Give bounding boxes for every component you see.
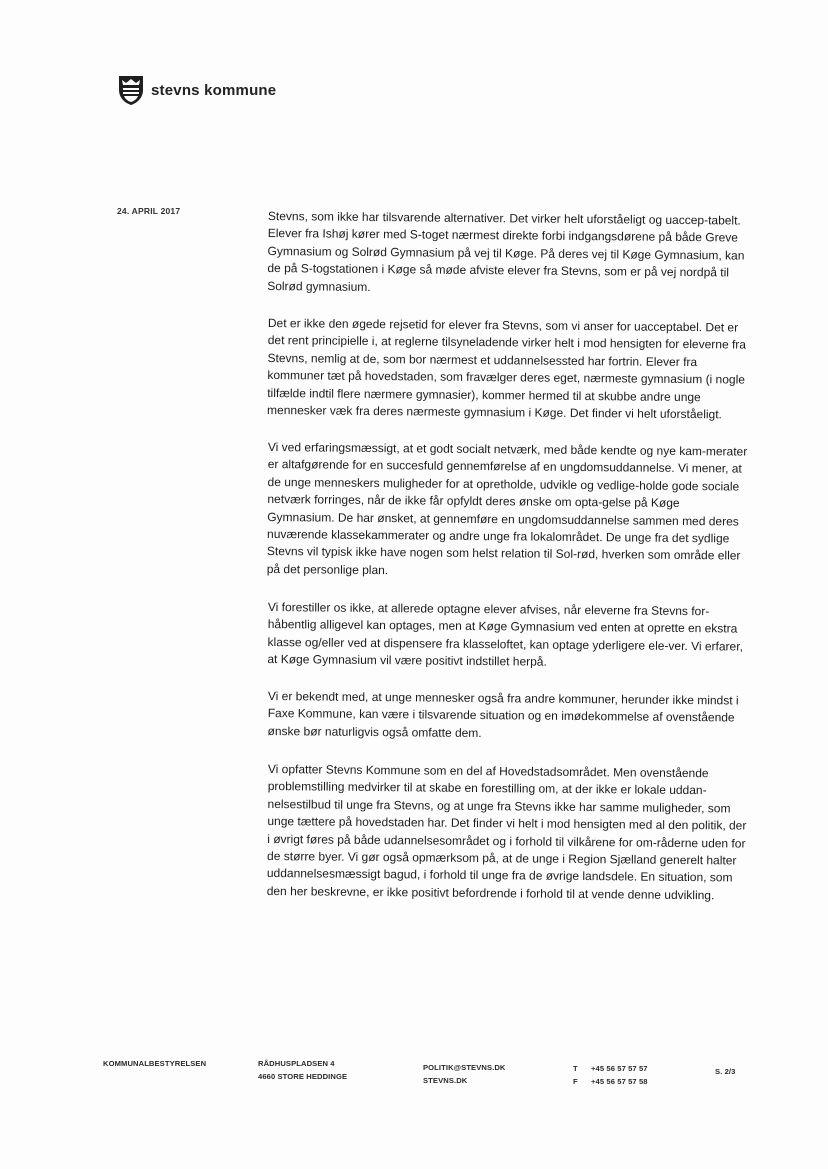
email-link[interactable]: POLITIK@STEVNS.DK <box>423 1063 506 1072</box>
municipality-logo <box>117 74 276 106</box>
page-number: S. 2/3 <box>715 1067 736 1076</box>
address-city: 4660 STORE HEDDINGE <box>258 1072 348 1081</box>
paragraph: Vi er bekendt med, at unge mennesker også fra andre kommuner, herunder ikke mindst i Faxe Kommune, kan være i tilsvarende situation og en imødekommelse af ovenstående ønske bør naturligvis også omfatte dem. <box>267 689 739 741</box>
phone-label: T <box>573 1064 578 1073</box>
paragraph: Det er ikke den øgede rejsetid for elever fra Stevns, som vi anser for uacceptabel. Det er det rent principielle i, at reglerne tilsyneladende virker helt i mod hensigten for eleverne fra Stevns, nemlig at de, som bor nærmest et uddannelsessted har fortrin. Elever fra kommuner tæt på hovedstaden, som fravælger deres eget, nærmeste gymnasium (i nogle tilfælde indtil flere nærmere gymnasier), kommer hermed til at skubbe andre unge mennesker væk fra deres nærmeste gymnasium i Køge. Det finder vi helt uforståeligt. <box>267 316 747 422</box>
footer-phone <box>573 1062 648 1088</box>
brand-name: stevns kommune <box>151 81 277 99</box>
footer-council: KOMMUNALBESTYRELSEN <box>103 1059 207 1068</box>
paragraph: Stevns, som ikke har tilsvarende alternativer. Det virker helt uforståeligt og uaccep-tabelt. Elever fra Ishøj kører med S-toget nærmest direkte forbi indgangsdørene på både Greve Gymnasium og Solrød Gymnasium på vej til Køge. På deres vej til Køge Gymnasium, kan de på S-togstationen i Køge så møde afviste elever fra Stevns, som er på vej nordpå til Solrød gymnasium. <box>267 208 745 294</box>
letter-date: 24. APRIL 2017 <box>117 206 181 216</box>
website-link[interactable]: STEVNS.DK <box>423 1076 468 1085</box>
letter-body <box>268 208 750 920</box>
paragraph: Vi ved erfaringsmæssigt, at et godt socialt netværk, med både kendte og nye kam-merater er altafgørende for en succesfuld gennemførelse af en ungdomsuddannelse. Vi mener, at de unge menneskers muligheder for at opretholde, udvikle og vedlige-holde gode sociale netværk forringes, når de ikke får opfyldt deres ønske om opta-gelse på Køge Gymnasium. De har ønsket, at gennemføre en ungdomsuddannelse sammen med deres nuværende klassekammerater og andre unge fra lokalområdet. De unge fra det sydlige Stevns vil typisk ikke have nogen som helst relation til Sol-rød, hverken som område eller på det personlige plan. <box>266 440 748 578</box>
paragraph: Vi opfatter Stevns Kommune som en del af Hovedstadsområdet. Men ovenstående problemstilling medvirker til at skabe en forestilling om, at der ikke er lokale uddan-nelsestilbud til unge fra Stevns, og at unge fra Stevns ikke har samme muligheder, som unge tættere på hovedstaden har. Det finder vi helt i mod hensigten med al den politik, der i øvrigt føres på både udannelsesområdet og i forhold til vilkårene for om-råderne uden for de større byer. Vi gør også opmærksom på, at de unge i Region Sjælland generelt halter uddannelsesmæssigt bagud, i forhold til unge fra de øvrige landsdele. En situation, som den her beskrevne, er ikke positivt befordrende i forhold til at vende denne udvikling. <box>266 761 747 902</box>
coat-of-arms-icon <box>117 74 145 106</box>
address-street: RÅDHUSPLADSEN 4 <box>258 1059 335 1068</box>
footer-contact <box>423 1061 506 1087</box>
paragraph: Vi forestiller os ikke, at allerede optagne elever afvises, når eleverne fra Stevns for-håbentlig alligevel kan optages, men at Køge Gymnasium ved enten at oprette en ekstra klasse og/eller ved at dispensere fra klasseloftet, kan optage yderligere ele-ver. Vi erfarer, at Køge Gymnasium vil være positivt indstillet herpå. <box>267 599 744 669</box>
fax-number: +45 56 57 57 58 <box>591 1077 648 1086</box>
footer-address <box>258 1057 347 1083</box>
fax-label: F <box>573 1077 578 1086</box>
phone-number: +45 56 57 57 57 <box>591 1064 648 1073</box>
